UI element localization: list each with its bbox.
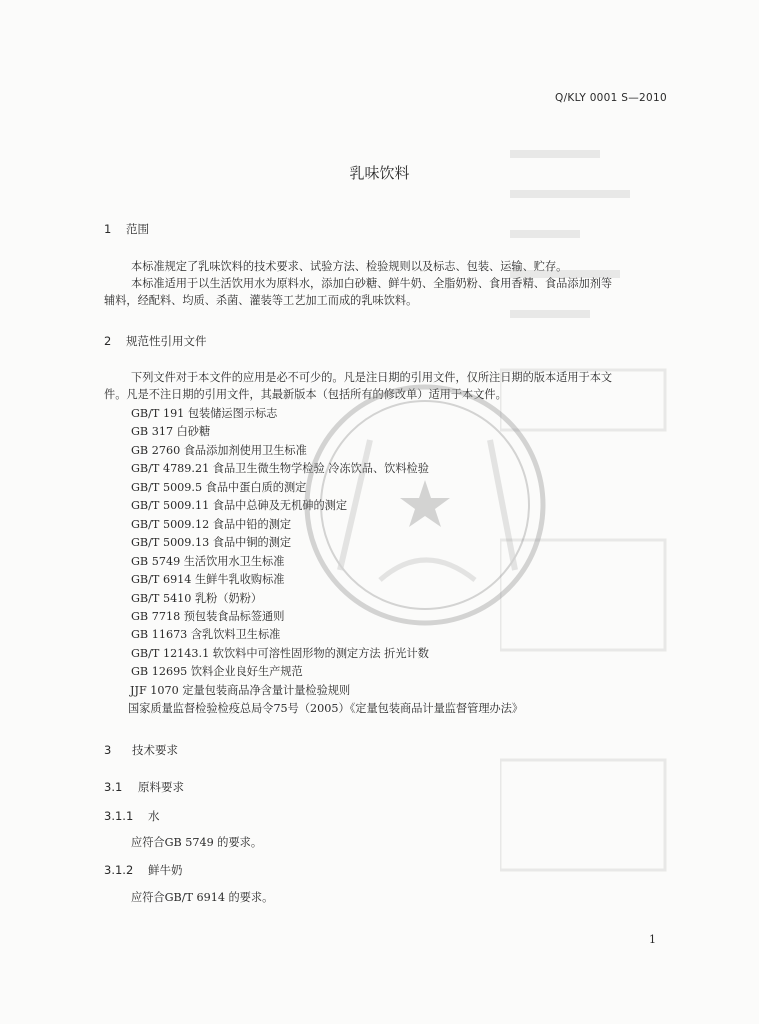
section-title: 规范性引用文件 (126, 334, 207, 348)
section-title: 水 (148, 809, 160, 823)
references-intro-line-2: 件。凡是不注日期的引用文件，其最新版本（包括所有的修改单）适用于本文件。 (104, 388, 507, 401)
official-seal-stamp (300, 380, 550, 630)
reference-item: GB/T 12143.1 软饮料中可溶性固形物的测定方法 折光计数 (131, 646, 429, 660)
section-1-heading (104, 221, 149, 237)
reference-item: GB 7718 预包装食品标签通则 (131, 609, 285, 623)
reference-item: GB/T 5009.13 食品中铜的测定 (131, 536, 292, 550)
scope-paragraph-1: 本标准规定了乳味饮料的技术要求、试验方法、检验规则以及标志、包装、运输、贮存。 (131, 260, 568, 273)
reference-item: JJF 1070 定量包装商品净含量计量检验规则 (130, 683, 351, 697)
section-number: 3 (104, 743, 112, 757)
scope-paragraph-2-line-1: 本标准适用于以生活饮用水为原料水，添加白砂糖、鲜牛奶、全脂奶粉、食用香精、食品添加剂等 (131, 277, 613, 290)
reference-item: GB 5749 生活饮用水卫生标准 (131, 554, 285, 568)
section-number: 3.1.1 (104, 809, 134, 823)
section-3-1-2-heading (104, 862, 183, 878)
section-title: 范围 (126, 222, 149, 236)
section-number: 1 (104, 222, 112, 236)
section-title: 鲜牛奶 (148, 863, 183, 877)
references-intro-line-1: 下列文件对于本文件的应用是必不可少的。凡是注日期的引用文件，仅所注日期的版本适用于本文 (131, 371, 613, 384)
document-code: Q/KLY 0001 S—2010 (555, 92, 667, 104)
section-title: 原料要求 (138, 780, 184, 794)
section-number: 2 (104, 334, 112, 348)
page-number: 1 (649, 933, 656, 946)
reference-item: GB/T 5009.5 食品中蛋白质的测定 (131, 480, 307, 494)
reference-item: GB 2760 食品添加剂使用卫生标准 (131, 443, 307, 457)
reference-item: GB/T 5410 乳粉（奶粉） (131, 591, 263, 605)
section-number: 3.1 (104, 780, 123, 794)
scope-paragraph-2-line-2: 辅料，经配料、均质、杀菌、灌装等工艺加工而成的乳味饮料。 (104, 294, 418, 307)
section-2-heading (104, 333, 207, 349)
section-3-1-1-heading (104, 808, 160, 824)
section-number: 3.1.2 (104, 863, 134, 877)
water-requirement: 应符合GB 5749 的要求。 (131, 836, 263, 849)
reference-item: GB 12695 饮料企业良好生产规范 (131, 665, 303, 679)
reference-item: GB/T 4789.21 食品卫生微生物学检验 冷冻饮品、饮料检验 (131, 462, 429, 476)
reference-item: GB 317 白砂糖 (131, 425, 211, 439)
reference-item: GB/T 5009.11 食品中总砷及无机砷的测定 (131, 499, 348, 513)
section-title: 技术要求 (132, 743, 178, 757)
section-3-1-heading (104, 779, 184, 795)
reference-item: 国家质量监督检验检疫总局令75号（2005）《定量包装商品计量监督管理办法》 (128, 702, 524, 716)
reference-item: GB/T 6914 生鲜牛乳收购标准 (131, 573, 285, 587)
section-3-heading (104, 742, 178, 758)
milk-requirement: 应符合GB/T 6914 的要求。 (131, 891, 274, 904)
reference-item: GB/T 5009.12 食品中铅的测定 (131, 517, 292, 531)
reference-item: GB 11673 含乳饮料卫生标准 (131, 628, 281, 642)
document-title: 乳味饮料 (349, 164, 410, 182)
reference-item: GB/T 191 包装储运图示标志 (131, 407, 278, 420)
